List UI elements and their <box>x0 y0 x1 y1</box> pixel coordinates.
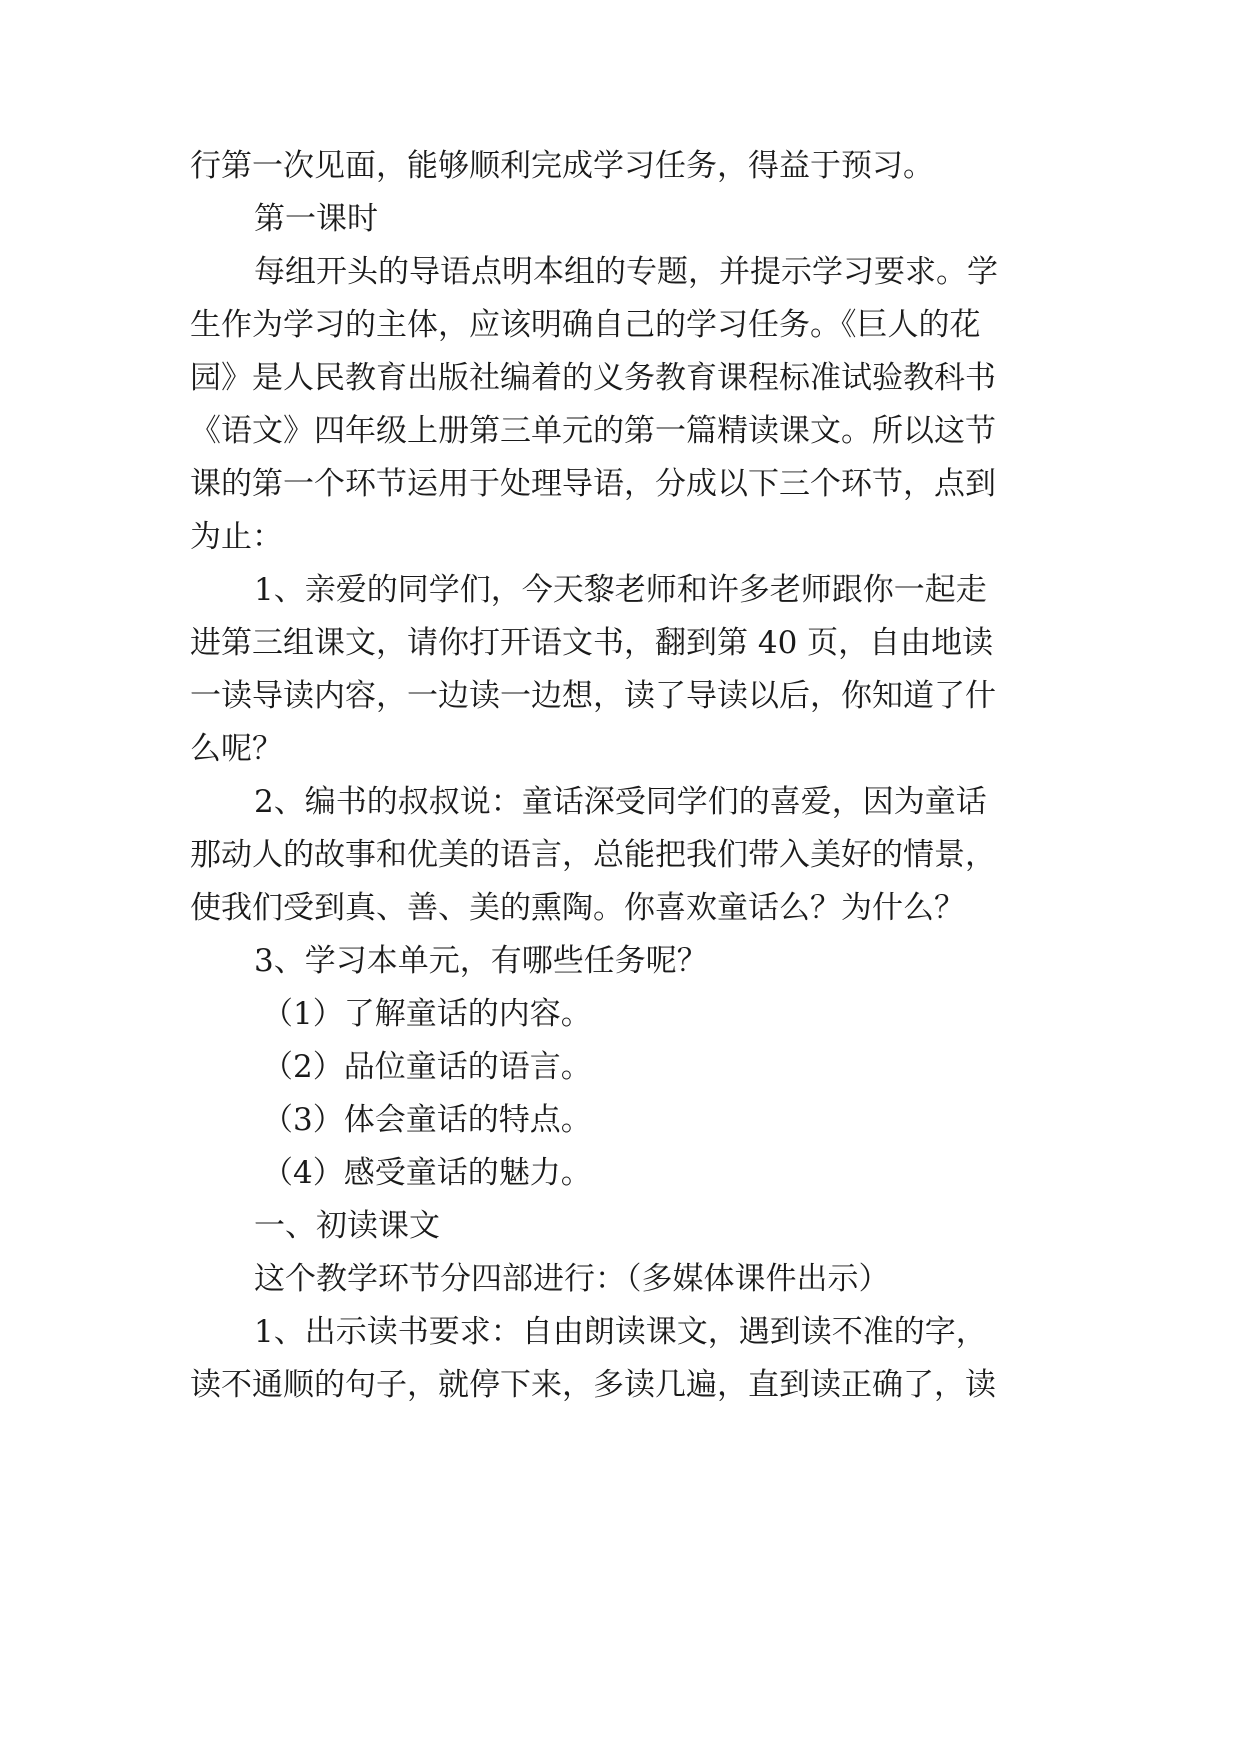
list-item: （3）体会童话的特点。 <box>262 1102 592 1138</box>
text-line: 3、学习本单元，有哪些任务呢？ <box>254 943 708 979</box>
text-line: 每组开头的导语点明本组的专题，并提示学习要求。学 <box>254 254 998 290</box>
list-item: （1）了解童话的内容。 <box>262 996 592 1032</box>
text-line: 进第三组课文，请你打开语文书，翻到第 40 页，自由地读 <box>190 625 994 661</box>
text-line: 1、亲爱的同学们，今天黎老师和许多老师跟你一起走 <box>254 572 987 608</box>
text-line: 课的第一个环节运用于处理导语，分成以下三个环节，点到 <box>190 466 996 502</box>
section-heading: 一、初读课文 <box>254 1208 440 1244</box>
text-line: 那动人的故事和优美的语言，总能把我们带入美好的情景， <box>190 837 996 873</box>
text-line: 一读导读内容，一边读一边想，读了导读以后，你知道了什 <box>190 678 996 714</box>
text-line: 《语文》四年级上册第三单元的第一篇精读课文。所以这节 <box>190 413 996 449</box>
section-heading: 第一课时 <box>254 201 378 237</box>
text-line: 读不通顺的句子，就停下来，多读几遍，直到读正确了，读 <box>190 1367 996 1403</box>
text-line: 为止： <box>190 519 283 555</box>
list-item: （2）品位童话的语言。 <box>262 1049 592 1085</box>
list-item: （4）感受童话的魅力。 <box>262 1155 592 1191</box>
text-line: 么呢？ <box>190 731 283 767</box>
text-line: 2、编书的叔叔说：童话深受同学们的喜爱，因为童话 <box>254 784 987 820</box>
text-line: 使我们受到真、善、美的熏陶。你喜欢童话么？为什么？ <box>190 890 965 926</box>
text-line: 园》是人民教育出版社编着的义务教育课程标准试验教科书 <box>190 360 996 396</box>
text-line: 生作为学习的主体，应该明确自己的学习任务。《巨人的花 <box>190 307 981 343</box>
text-line: 行第一次见面，能够顺利完成学习任务，得益于预习。 <box>190 148 934 184</box>
text-line: 这个教学环节分四部进行：（多媒体课件出示） <box>254 1261 890 1297</box>
text-line: 1、出示读书要求：自由朗读课文，遇到读不准的字， <box>254 1314 987 1350</box>
